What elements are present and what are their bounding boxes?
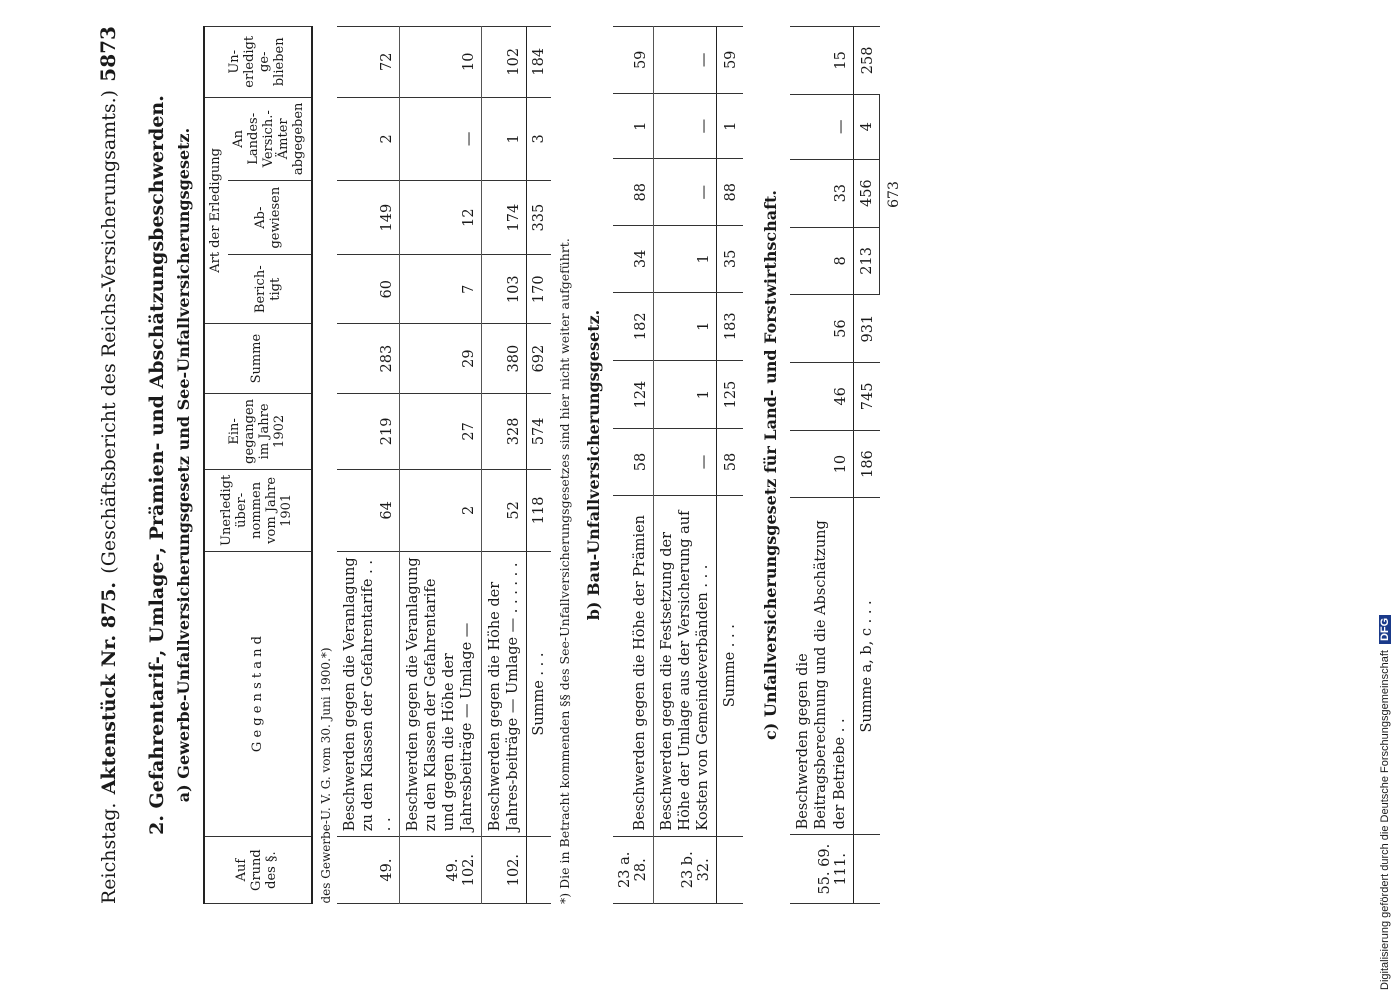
cell: 10 — [400, 27, 482, 98]
row-text: Beschwerden gegen die Höhe der Prämien — [613, 495, 654, 836]
cell: 3 — [526, 97, 551, 181]
bracket-total: 673 — [880, 94, 907, 295]
cell: 60 — [337, 255, 400, 324]
row-text: Beschwerden gegen die Beitragsberechnung und die Abschätzung der Betriebe . . — [790, 498, 853, 835]
cell: 64 — [337, 469, 400, 551]
cell: 56 — [790, 295, 853, 363]
table-part-a — [203, 26, 551, 904]
table-row — [790, 27, 853, 904]
header-title: Aktenstück Nr. 875. — [98, 581, 120, 795]
row-paragraph: 55. 69. 111. — [790, 835, 853, 904]
cell: 1 — [653, 292, 716, 360]
cell: 258 — [853, 27, 880, 95]
cell: 328 — [481, 393, 526, 469]
cell: 1 — [613, 93, 654, 159]
cell: 46 — [790, 362, 853, 430]
cell: 35 — [717, 226, 744, 293]
cell: 124 — [613, 360, 654, 428]
cell: 103 — [481, 255, 526, 324]
part-b-title: b) Bau-Unfallversicherungsgesetz. — [583, 309, 603, 621]
part-a-title: a) Gewerbe-Unfallversicherungsgesetz und See-Unfallversicherungsgesetz. — [174, 127, 193, 803]
col-paragraph: Auf Grund des §. — [204, 837, 312, 904]
col-summe: Summe — [204, 324, 312, 394]
cell: 88 — [613, 159, 654, 226]
cell: 7 — [400, 255, 482, 324]
page-header — [96, 26, 120, 904]
footnote: *) Die in Betracht kommenden §§ des See-Unfallversicherungsgesetzes sind hier nicht weiter aufgeführt. — [556, 238, 572, 904]
sum-label: Summe . . . — [717, 495, 744, 836]
cell: 59 — [717, 27, 744, 94]
cell: 149 — [337, 181, 400, 255]
table-row — [400, 27, 482, 904]
cell: 88 — [717, 159, 744, 226]
table-part-c — [790, 26, 906, 904]
cell: 219 — [337, 393, 400, 469]
table-row — [337, 27, 400, 904]
cell: 10 — [790, 430, 853, 498]
cell: — — [653, 159, 716, 226]
cell: 102 — [481, 27, 526, 98]
sum-row — [717, 27, 744, 904]
cell: 456 — [853, 159, 880, 227]
cell: 12 — [400, 181, 482, 255]
cell: 33 — [790, 159, 853, 227]
row-paragraph: 49. — [337, 837, 400, 904]
row-text: Beschwerden gegen die Veranlagung zu den Klassen der Gefahrentarife . . . . — [337, 551, 400, 836]
cell: 1 — [653, 360, 716, 428]
col-eingegangen-1902: Ein-gegangen im Jahre 1902 — [204, 393, 312, 469]
header-subtitle: (Geschäftsbericht des Reichs-Versicherungsamts.) — [98, 89, 120, 574]
sum-label: Summe . . . — [526, 551, 551, 836]
row-paragraph: 49. 102. — [400, 837, 482, 904]
cell: 745 — [853, 362, 880, 430]
cell: 1 — [481, 97, 526, 181]
header-left: Reichstag. — [98, 802, 120, 904]
law-note: des Gewerbe-U. V. G. vom 30. Juni 1900.*) — [318, 647, 333, 904]
cell: 52 — [481, 469, 526, 551]
cell: 125 — [717, 360, 744, 428]
sum-row — [526, 27, 551, 904]
cell: 186 — [853, 430, 880, 498]
row-paragraph: 102. — [481, 837, 526, 904]
col-unerledigt-1901: Unerledigt über-nommen vom Jahre 1901 — [204, 469, 312, 551]
cell: 574 — [526, 393, 551, 469]
cell: 15 — [790, 27, 853, 95]
cell: 59 — [613, 27, 654, 94]
row-paragraph: 23 a. 28. — [613, 836, 654, 903]
bracket-row — [880, 27, 907, 904]
digitization-credit — [1375, 0, 1397, 1000]
cell: 58 — [613, 429, 654, 496]
table-row — [613, 27, 654, 904]
cell: 184 — [526, 27, 551, 98]
col-berichtigt: Berich-tigt — [228, 255, 312, 324]
row-text: Beschwerden gegen die Höhe der Jahres-beiträge — Umlage — . . . . . . — [481, 551, 526, 836]
cell: 182 — [613, 292, 654, 360]
col-abgewiesen: Ab-gewiesen — [228, 181, 312, 255]
cell: 183 — [717, 292, 744, 360]
col-art-der-erledigung: Art der Erledigung — [204, 97, 228, 324]
cell: 2 — [400, 469, 482, 551]
col-unerledigt-geblieben: Un-erledigt ge-blieben — [204, 27, 312, 98]
cell: 118 — [526, 469, 551, 551]
cell: 213 — [853, 227, 880, 295]
row-text: Beschwerden gegen die Festsetzung der Höhe der Umlage aus der Versicherung auf Kosten von Gemeindeverbänden . . . — [653, 495, 716, 836]
col-gegenstand: G e g e n s t a n d — [204, 551, 312, 836]
cell: — — [400, 97, 482, 181]
cell: — — [653, 429, 716, 496]
table-row — [481, 27, 526, 904]
dfg-logo: DFG — [1379, 615, 1391, 644]
cell: — — [653, 93, 716, 159]
cell: 2 — [337, 97, 400, 181]
cell: 58 — [717, 429, 744, 496]
cell: 283 — [337, 324, 400, 394]
credit-text: Digitalisierung gefördert durch die Deutsche Forschungsgemeinschaft — [1379, 650, 1391, 990]
row-paragraph: 23 b. 32. — [653, 836, 716, 903]
sum-label: Summe a, b, c . . . — [853, 498, 880, 835]
section-title: 2. Gefahrentarif-, Umlage-, Prämien- und Abschätzungsbeschwerden. — [146, 95, 168, 835]
table-part-b — [613, 26, 744, 904]
cell: 8 — [790, 227, 853, 295]
cell: 170 — [526, 255, 551, 324]
cell: 174 — [481, 181, 526, 255]
cell: 335 — [526, 181, 551, 255]
cell: 1 — [717, 93, 744, 159]
cell: 692 — [526, 324, 551, 394]
cell: 1 — [653, 226, 716, 293]
cell: 380 — [481, 324, 526, 394]
grand-total-row — [853, 27, 880, 904]
cell: 29 — [400, 324, 482, 394]
row-text: Beschwerden gegen die Veranlagung zu den Klassen der Gefahrentarife und gegen die Höhe der Jahresbeiträge — Umlage — — [400, 551, 482, 836]
table-row — [653, 27, 716, 904]
cell: 34 — [613, 226, 654, 293]
page-number: 5873 — [96, 26, 120, 82]
cell: 72 — [337, 27, 400, 98]
cell: — — [653, 27, 716, 94]
cell: 27 — [400, 393, 482, 469]
cell: — — [790, 94, 853, 159]
cell: 931 — [853, 295, 880, 363]
col-landesamt: An Landes-Versich.-Ämter abgegeben — [228, 97, 312, 181]
part-c-title: c) Unfallversicherungsgesetz für Land- und Forstwirthschaft. — [761, 190, 781, 740]
cell: 4 — [853, 94, 880, 159]
